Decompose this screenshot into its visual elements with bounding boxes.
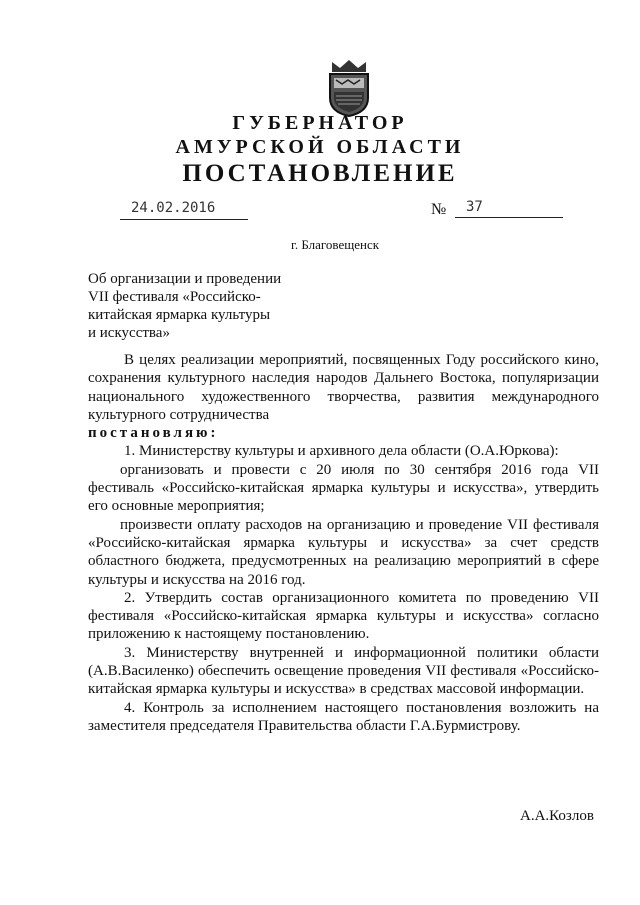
decree-word: постановляю: — [88, 425, 219, 442]
paragraph-1a: организовать и провести с 20 июля по 30 сентября 2016 года VII фестиваль «Российско-китайская ярмарка культуры и искусства», утвердить его основные мероприятия; — [88, 461, 599, 515]
header-title-line1: ГУБЕРНАТОР — [232, 112, 408, 134]
subject-line: Об организации и проведении — [88, 271, 282, 287]
paragraph-1b: произвести оплату расходов на организацию и проведение VII фестиваля «Российско-китайская ярмарка культуры и искусства» за счет средств областного бюджета, предусмотренных на реализацию мероприятий в сфере культуры и искусства на 2016 год. — [88, 516, 599, 588]
subject-line: и искусства» — [88, 325, 170, 341]
document-date: 24.02.2016 — [131, 200, 216, 216]
subject-line: VII фестиваля «Российско- — [88, 289, 261, 305]
document-subject — [88, 270, 318, 342]
coat-of-arms-icon — [326, 58, 372, 118]
document-number: 37 — [466, 199, 483, 215]
paragraph-4: 4. Контроль за исполнением настоящего постановления возложить на заместителя председателя Правительства области Г.А.Бурмистрову. — [88, 699, 599, 734]
paragraph-1: 1. Министерству культуры и архивного дела области (О.А.Юркова): — [124, 443, 559, 460]
subject-line: китайская ярмарка культуры — [88, 307, 271, 323]
signatory-name: А.А.Козлов — [520, 808, 594, 824]
preamble-paragraph: В целях реализации мероприятий, посвященных Году российского кино, сохранения культурного наследия народов Дальнего Востока, популяризации национального художественного творчества, развития международного культурного сотрудничества — [88, 352, 599, 423]
city-line: г. Благовещенск — [290, 237, 380, 252]
number-sign: № — [431, 201, 447, 218]
document-body — [88, 351, 599, 735]
number-underline — [455, 217, 563, 218]
paragraph-2: 2. Утвердить состав организационного комитета по проведению VII фестиваля «Российско-китайская ярмарка культуры и искусства» согласно приложению к настоящему постановлению. — [88, 589, 599, 643]
document-type-title: ПОСТАНОВЛЕНИЕ — [182, 160, 458, 187]
paragraph-3: 3. Министерству внутренней и информационной политики области (А.В.Василенко) обеспечить освещение проведения VII фестиваля «Российско-китайская ярмарка культуры и искусства» в средствах массовой информации. — [88, 644, 599, 698]
date-underline — [120, 219, 248, 220]
header-title-line2: АМУРСКОЙ ОБЛАСТИ — [175, 136, 465, 158]
